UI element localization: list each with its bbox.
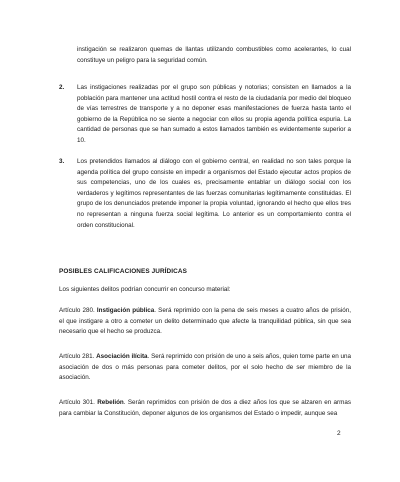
- list-item-text: Las instigaciones realizadas por el grupo son públicas y notorias; consisten en llamados a la población para mantener una actitud hostil contra el resto de la ciudadanía por medio del bloqueo de vías terrestres de transporte y a no deponer esas manifestaciones de fuerza hasta tanto el gobierno de la República no se siente a negociar con ellos su propia agenda política espuria. La cantidad de personas que se han sumado a estos llamados también es evidentemente superior a 10.: [77, 84, 351, 144]
- article-text: . Serán reprimidos con prisión de dos a diez años los que se alzaren en armas para cambiar la Constitución, deponer algunos de los organismos del Estado o impedir, aunque sea: [59, 399, 351, 417]
- list-item-number: 2.: [59, 84, 65, 91]
- article-title: Asociación ilícita: [96, 353, 148, 360]
- article-text: . Será reprimido con la pena de seis meses a cuatro años de prisión, el que instigare a otro a cometer un delito determinado que afecte la tranquilidad pública, sin que sea necesario que el hecho se produzca.: [59, 307, 352, 336]
- article-prefix: Artículo 280.: [59, 307, 97, 314]
- article-280: [59, 306, 351, 338]
- continuation-paragraph: instigación se realizaron quemas de llantas utilizando combustibles como acelerantes, lo cual constituye un peligro para la seguridad común.: [77, 46, 351, 64]
- article-prefix: Artículo 301.: [59, 399, 98, 406]
- article-text: . Será reprimido con prisión de uno a seis años, quien tome parte en una asociación de dos o más personas para cometer delitos, por el solo hecho de ser miembro de la asociación.: [59, 353, 351, 382]
- list-item-text: Los pretendidos llamados al diálogo con el gobierno central, en realidad no son tales porque la agenda política del grupo consiste en impedir a organismos del Estado ejecutar actos propios de sus competencias, uno de los cuales es, precisamente entablar un diálogo social con los verdaderos y legítimos representantes de las fuerzas comunitarias legítimamente constituidas. El grupo de los denunciados pretende imponer la propia voluntad, ignorando el hecho que ellos tres no representan a ninguna fuerza social legítima. Lo anterior es un comportamiento contra el orden constitucional.: [77, 158, 351, 229]
- section-heading: POSIBLES CALIFICACIONES JURÍDICAS: [59, 268, 187, 275]
- article-281: [59, 352, 351, 384]
- article-title: Rebelión: [97, 399, 124, 406]
- page-number: 2: [337, 430, 341, 437]
- article-title: Instigación pública: [96, 307, 155, 314]
- article-prefix: Artículo 281.: [59, 353, 97, 360]
- article-301: [59, 398, 351, 419]
- intro-paragraph: Los siguientes delitos podrían concurrir en concurso material:: [59, 286, 231, 293]
- list-item-number: 3.: [59, 158, 65, 165]
